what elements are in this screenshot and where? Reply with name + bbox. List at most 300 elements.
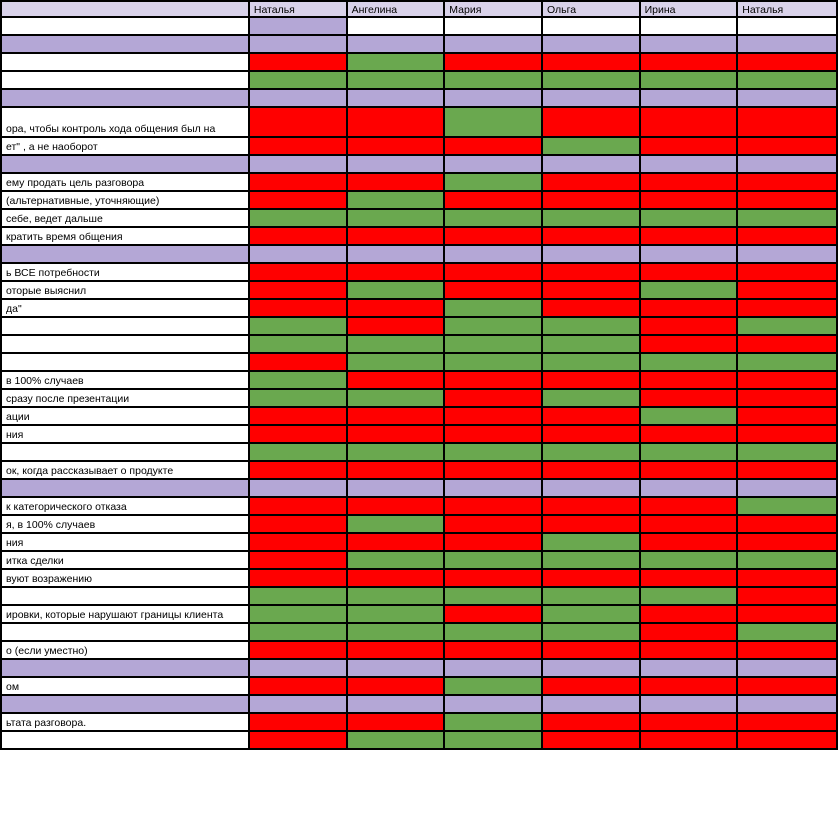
column-header[interactable]: Ирина: [640, 1, 738, 17]
criterion-label[interactable]: [1, 353, 249, 371]
score-cell-purple[interactable]: [737, 89, 837, 107]
score-cell-red[interactable]: [444, 263, 542, 281]
criterion-label[interactable]: да": [1, 299, 249, 317]
score-cell-green[interactable]: [444, 173, 542, 191]
score-cell-red[interactable]: [542, 53, 640, 71]
score-cell-green[interactable]: [347, 623, 445, 641]
score-cell-red[interactable]: [444, 137, 542, 155]
score-cell-red[interactable]: [444, 497, 542, 515]
criterion-row: [1, 695, 837, 713]
score-cell-green[interactable]: [640, 281, 738, 299]
score-cell-green[interactable]: [444, 443, 542, 461]
score-cell-purple[interactable]: [347, 659, 445, 677]
score-cell-red[interactable]: [737, 335, 837, 353]
score-cell-red[interactable]: [444, 641, 542, 659]
score-cell-red[interactable]: [542, 263, 640, 281]
score-cell-red[interactable]: [737, 569, 837, 587]
criterion-row: [1, 461, 837, 479]
section-header-cell[interactable]: [1, 479, 249, 497]
score-cell-red[interactable]: [640, 605, 738, 623]
score-cell-red[interactable]: [249, 551, 347, 569]
score-cell-green[interactable]: [542, 317, 640, 335]
score-cell-green[interactable]: [444, 731, 542, 749]
score-cell-green[interactable]: [640, 587, 738, 605]
score-cell-green[interactable]: [347, 605, 445, 623]
score-cell-green[interactable]: [249, 335, 347, 353]
score-cell-green[interactable]: [249, 623, 347, 641]
criterion-label[interactable]: к категорического отказа: [1, 497, 249, 515]
score-cell-white[interactable]: [444, 17, 542, 35]
score-cell-red[interactable]: [347, 641, 445, 659]
score-cell-red[interactable]: [249, 569, 347, 587]
score-cell-green[interactable]: [542, 443, 640, 461]
score-cell-red[interactable]: [737, 425, 837, 443]
score-cell-red[interactable]: [640, 641, 738, 659]
score-cell-red[interactable]: [444, 569, 542, 587]
score-cell-purple[interactable]: [737, 479, 837, 497]
score-cell-red[interactable]: [444, 227, 542, 245]
score-cell-red[interactable]: [347, 227, 445, 245]
score-cell-red[interactable]: [347, 137, 445, 155]
score-cell-red[interactable]: [444, 515, 542, 533]
score-cell-red[interactable]: [737, 533, 837, 551]
criterion-label[interactable]: [1, 443, 249, 461]
score-cell-red[interactable]: [542, 641, 640, 659]
criterion-label[interactable]: [1, 317, 249, 335]
criterion-label[interactable]: оторые выяснил: [1, 281, 249, 299]
score-cell-purple[interactable]: [444, 35, 542, 53]
criterion-label[interactable]: [1, 17, 249, 35]
score-cell-green[interactable]: [542, 605, 640, 623]
score-cell-green[interactable]: [347, 53, 445, 71]
score-cell-red[interactable]: [737, 605, 837, 623]
criterion-label[interactable]: [1, 731, 249, 749]
score-cell-red[interactable]: [444, 461, 542, 479]
score-cell-green[interactable]: [542, 389, 640, 407]
score-cell-purple[interactable]: [347, 479, 445, 497]
score-cell-green[interactable]: [444, 335, 542, 353]
section-header-cell[interactable]: [1, 35, 249, 53]
score-cell-green[interactable]: [737, 623, 837, 641]
score-cell-green[interactable]: [444, 317, 542, 335]
score-cell-red[interactable]: [640, 389, 738, 407]
score-cell-green[interactable]: [249, 443, 347, 461]
section-header-cell[interactable]: [1, 659, 249, 677]
score-cell-green[interactable]: [347, 443, 445, 461]
column-header[interactable]: Наталья: [249, 1, 347, 17]
score-cell-red[interactable]: [542, 407, 640, 425]
score-cell-red[interactable]: [542, 281, 640, 299]
criterion-label[interactable]: ации: [1, 407, 249, 425]
criterion-label[interactable]: ь ВСЕ потребности: [1, 263, 249, 281]
score-cell-purple[interactable]: [737, 245, 837, 263]
score-cell-red[interactable]: [444, 281, 542, 299]
criterion-label[interactable]: я, в 100% случаев: [1, 515, 249, 533]
score-cell-red[interactable]: [542, 107, 640, 137]
score-cell-green[interactable]: [249, 371, 347, 389]
section-header-cell[interactable]: [1, 155, 249, 173]
score-cell-green[interactable]: [542, 137, 640, 155]
criterion-label[interactable]: [1, 53, 249, 71]
score-cell-green[interactable]: [542, 551, 640, 569]
score-cell-red[interactable]: [737, 641, 837, 659]
score-cell-red[interactable]: [737, 107, 837, 137]
score-cell-red[interactable]: [737, 461, 837, 479]
score-cell-purple[interactable]: [249, 17, 347, 35]
criterion-row: [1, 53, 837, 71]
score-cell-red[interactable]: [640, 137, 738, 155]
score-cell-green[interactable]: [737, 71, 837, 89]
score-cell-green[interactable]: [347, 335, 445, 353]
score-cell-green[interactable]: [347, 353, 445, 371]
score-cell-red[interactable]: [347, 677, 445, 695]
score-cell-green[interactable]: [737, 443, 837, 461]
score-cell-purple[interactable]: [542, 35, 640, 53]
score-cell-red[interactable]: [249, 107, 347, 137]
score-cell-white[interactable]: [542, 17, 640, 35]
score-cell-white[interactable]: [737, 17, 837, 35]
header-corner[interactable]: [1, 1, 249, 17]
score-cell-green[interactable]: [444, 353, 542, 371]
score-cell-green[interactable]: [444, 209, 542, 227]
criterion-label[interactable]: итка сделки: [1, 551, 249, 569]
section-header-cell[interactable]: [1, 245, 249, 263]
score-cell-red[interactable]: [542, 425, 640, 443]
score-cell-green[interactable]: [640, 71, 738, 89]
score-cell-red[interactable]: [444, 191, 542, 209]
score-cell-purple[interactable]: [737, 35, 837, 53]
score-cell-red[interactable]: [249, 191, 347, 209]
score-cell-red[interactable]: [640, 497, 738, 515]
score-cell-red[interactable]: [249, 425, 347, 443]
criterion-label[interactable]: [1, 623, 249, 641]
score-cell-purple[interactable]: [542, 695, 640, 713]
score-cell-red[interactable]: [444, 605, 542, 623]
score-cell-red[interactable]: [347, 569, 445, 587]
score-cell-red[interactable]: [640, 335, 738, 353]
score-cell-purple[interactable]: [542, 155, 640, 173]
score-cell-red[interactable]: [347, 173, 445, 191]
score-cell-red[interactable]: [640, 299, 738, 317]
score-cell-red[interactable]: [542, 227, 640, 245]
criterion-label[interactable]: сразу после презентации: [1, 389, 249, 407]
score-cell-red[interactable]: [542, 731, 640, 749]
score-cell-red[interactable]: [249, 497, 347, 515]
score-cell-red[interactable]: [249, 641, 347, 659]
score-cell-green[interactable]: [347, 389, 445, 407]
criterion-row: [1, 425, 837, 443]
criterion-label[interactable]: [1, 71, 249, 89]
score-cell-red[interactable]: [640, 191, 738, 209]
criterion-label[interactable]: о (если уместно): [1, 641, 249, 659]
score-cell-purple[interactable]: [737, 659, 837, 677]
criterion-label[interactable]: себе, ведет дальше: [1, 209, 249, 227]
score-cell-red[interactable]: [640, 263, 738, 281]
criterion-label[interactable]: [1, 335, 249, 353]
score-cell-purple[interactable]: [640, 695, 738, 713]
score-cell-purple[interactable]: [347, 245, 445, 263]
criterion-label[interactable]: вуют возражению: [1, 569, 249, 587]
score-cell-red[interactable]: [249, 461, 347, 479]
score-cell-green[interactable]: [444, 107, 542, 137]
score-cell-red[interactable]: [249, 353, 347, 371]
criterion-row: [1, 353, 837, 371]
score-cell-green[interactable]: [737, 317, 837, 335]
score-cell-purple[interactable]: [444, 245, 542, 263]
score-cell-green[interactable]: [737, 497, 837, 515]
score-cell-red[interactable]: [640, 107, 738, 137]
score-cell-green[interactable]: [444, 587, 542, 605]
score-cell-red[interactable]: [347, 107, 445, 137]
score-cell-green[interactable]: [249, 605, 347, 623]
criterion-label[interactable]: ему продать цель разговора: [1, 173, 249, 191]
score-cell-green[interactable]: [640, 407, 738, 425]
score-cell-green[interactable]: [640, 353, 738, 371]
score-cell-purple[interactable]: [249, 89, 347, 107]
score-cell-purple[interactable]: [249, 245, 347, 263]
score-cell-purple[interactable]: [542, 479, 640, 497]
score-cell-purple[interactable]: [444, 479, 542, 497]
score-cell-green[interactable]: [347, 515, 445, 533]
score-cell-purple[interactable]: [249, 35, 347, 53]
score-cell-purple[interactable]: [347, 155, 445, 173]
criterion-label[interactable]: ировки, которые нарушают границы клиента: [1, 605, 249, 623]
score-cell-green[interactable]: [542, 335, 640, 353]
score-cell-red[interactable]: [737, 227, 837, 245]
score-cell-green[interactable]: [640, 551, 738, 569]
score-cell-purple[interactable]: [542, 245, 640, 263]
score-cell-red[interactable]: [737, 407, 837, 425]
score-cell-red[interactable]: [249, 713, 347, 731]
column-header[interactable]: Наталья: [737, 1, 837, 17]
criterion-row: [1, 551, 837, 569]
score-cell-red[interactable]: [444, 533, 542, 551]
score-cell-red[interactable]: [640, 623, 738, 641]
score-cell-green[interactable]: [640, 443, 738, 461]
score-cell-red[interactable]: [444, 425, 542, 443]
score-cell-red[interactable]: [737, 731, 837, 749]
score-cell-purple[interactable]: [249, 659, 347, 677]
score-cell-purple[interactable]: [347, 695, 445, 713]
score-cell-red[interactable]: [640, 461, 738, 479]
column-header[interactable]: Мария: [444, 1, 542, 17]
score-cell-red[interactable]: [737, 173, 837, 191]
score-cell-red[interactable]: [640, 53, 738, 71]
score-cell-red[interactable]: [737, 299, 837, 317]
score-cell-red[interactable]: [542, 299, 640, 317]
score-cell-red[interactable]: [444, 53, 542, 71]
score-cell-green[interactable]: [347, 587, 445, 605]
criterion-label[interactable]: ьтата разговора.: [1, 713, 249, 731]
score-cell-purple[interactable]: [640, 659, 738, 677]
score-cell-red[interactable]: [640, 677, 738, 695]
score-cell-red[interactable]: [737, 389, 837, 407]
score-cell-red[interactable]: [640, 317, 738, 335]
score-cell-red[interactable]: [737, 53, 837, 71]
score-cell-green[interactable]: [444, 71, 542, 89]
score-cell-red[interactable]: [542, 371, 640, 389]
criterion-row: [1, 623, 837, 641]
score-cell-red[interactable]: [347, 425, 445, 443]
score-cell-red[interactable]: [640, 731, 738, 749]
score-cell-purple[interactable]: [347, 35, 445, 53]
criterion-label[interactable]: [1, 587, 249, 605]
criterion-label[interactable]: кратить время общения: [1, 227, 249, 245]
score-cell-red[interactable]: [640, 533, 738, 551]
score-cell-red[interactable]: [737, 281, 837, 299]
score-cell-green[interactable]: [737, 551, 837, 569]
score-cell-green[interactable]: [347, 551, 445, 569]
score-cell-red[interactable]: [347, 461, 445, 479]
score-cell-green[interactable]: [347, 281, 445, 299]
score-cell-red[interactable]: [347, 713, 445, 731]
column-header[interactable]: Ангелина: [347, 1, 445, 17]
score-cell-purple[interactable]: [249, 479, 347, 497]
score-cell-purple[interactable]: [444, 89, 542, 107]
score-cell-red[interactable]: [444, 389, 542, 407]
score-cell-red[interactable]: [347, 317, 445, 335]
score-cell-red[interactable]: [737, 263, 837, 281]
score-cell-red[interactable]: [542, 461, 640, 479]
criterion-label[interactable]: ок, когда рассказывает о продукте: [1, 461, 249, 479]
score-cell-purple[interactable]: [640, 479, 738, 497]
score-cell-red[interactable]: [640, 173, 738, 191]
score-cell-red[interactable]: [737, 587, 837, 605]
score-cell-red[interactable]: [347, 533, 445, 551]
score-cell-red[interactable]: [737, 515, 837, 533]
score-cell-red[interactable]: [249, 299, 347, 317]
score-cell-green[interactable]: [737, 353, 837, 371]
score-cell-green[interactable]: [444, 713, 542, 731]
score-cell-red[interactable]: [542, 677, 640, 695]
score-cell-purple[interactable]: [249, 695, 347, 713]
score-cell-red[interactable]: [640, 515, 738, 533]
score-cell-green[interactable]: [542, 587, 640, 605]
score-cell-red[interactable]: [542, 173, 640, 191]
score-cell-red[interactable]: [249, 407, 347, 425]
score-cell-purple[interactable]: [444, 155, 542, 173]
score-cell-red[interactable]: [249, 677, 347, 695]
criterion-label[interactable]: ния: [1, 533, 249, 551]
score-cell-green[interactable]: [249, 317, 347, 335]
score-cell-red[interactable]: [737, 137, 837, 155]
score-cell-green[interactable]: [347, 731, 445, 749]
score-cell-purple[interactable]: [444, 659, 542, 677]
score-cell-green[interactable]: [444, 677, 542, 695]
score-cell-purple[interactable]: [249, 155, 347, 173]
criterion-label[interactable]: ния: [1, 425, 249, 443]
score-cell-red[interactable]: [640, 425, 738, 443]
score-cell-red[interactable]: [249, 533, 347, 551]
section-header-cell[interactable]: [1, 695, 249, 713]
criterion-label[interactable]: ом: [1, 677, 249, 695]
column-header[interactable]: Ольга: [542, 1, 640, 17]
criterion-row: [1, 713, 837, 731]
score-cell-green[interactable]: [249, 209, 347, 227]
score-cell-red[interactable]: [542, 191, 640, 209]
score-cell-red[interactable]: [347, 497, 445, 515]
score-cell-green[interactable]: [542, 209, 640, 227]
score-cell-purple[interactable]: [640, 35, 738, 53]
score-cell-white[interactable]: [640, 17, 738, 35]
score-cell-green[interactable]: [542, 533, 640, 551]
score-cell-green[interactable]: [737, 209, 837, 227]
score-cell-white[interactable]: [347, 17, 445, 35]
score-cell-red[interactable]: [249, 53, 347, 71]
score-cell-red[interactable]: [249, 515, 347, 533]
score-cell-green[interactable]: [444, 623, 542, 641]
score-cell-red[interactable]: [249, 263, 347, 281]
score-cell-purple[interactable]: [737, 155, 837, 173]
score-cell-green[interactable]: [444, 299, 542, 317]
score-cell-red[interactable]: [737, 191, 837, 209]
score-cell-green[interactable]: [640, 209, 738, 227]
criterion-row: [1, 371, 837, 389]
score-cell-red[interactable]: [249, 137, 347, 155]
score-cell-purple[interactable]: [737, 695, 837, 713]
score-cell-red[interactable]: [347, 371, 445, 389]
score-cell-green[interactable]: [542, 353, 640, 371]
criterion-row: [1, 641, 837, 659]
score-cell-purple[interactable]: [542, 89, 640, 107]
score-cell-red[interactable]: [542, 569, 640, 587]
score-cell-red[interactable]: [249, 173, 347, 191]
criterion-label[interactable]: в 100% случаев: [1, 371, 249, 389]
score-cell-red[interactable]: [347, 299, 445, 317]
score-cell-green[interactable]: [347, 209, 445, 227]
score-cell-red[interactable]: [640, 371, 738, 389]
score-cell-red[interactable]: [640, 569, 738, 587]
section-header-cell[interactable]: [1, 89, 249, 107]
score-cell-red[interactable]: [249, 227, 347, 245]
score-cell-purple[interactable]: [444, 695, 542, 713]
score-cell-green[interactable]: [347, 191, 445, 209]
score-cell-green[interactable]: [347, 71, 445, 89]
score-cell-red[interactable]: [444, 371, 542, 389]
score-cell-red[interactable]: [249, 731, 347, 749]
score-cell-red[interactable]: [640, 227, 738, 245]
score-cell-red[interactable]: [249, 281, 347, 299]
score-cell-green[interactable]: [249, 389, 347, 407]
score-cell-purple[interactable]: [347, 89, 445, 107]
score-cell-red[interactable]: [444, 407, 542, 425]
score-cell-red[interactable]: [347, 407, 445, 425]
score-cell-purple[interactable]: [542, 659, 640, 677]
score-cell-red[interactable]: [640, 713, 738, 731]
score-cell-red[interactable]: [737, 677, 837, 695]
score-cell-red[interactable]: [737, 371, 837, 389]
criterion-label[interactable]: ет" , а не наоборот: [1, 137, 249, 155]
criterion-row: [1, 479, 837, 497]
score-cell-green[interactable]: [542, 623, 640, 641]
score-cell-purple[interactable]: [640, 155, 738, 173]
score-cell-green[interactable]: [444, 551, 542, 569]
criterion-row: [1, 443, 837, 461]
score-cell-red[interactable]: [347, 263, 445, 281]
score-cell-green[interactable]: [249, 71, 347, 89]
score-cell-green[interactable]: [249, 587, 347, 605]
criterion-row: [1, 71, 837, 89]
criterion-label[interactable]: (альтернативные, уточняющие): [1, 191, 249, 209]
score-cell-green[interactable]: [542, 71, 640, 89]
score-cell-purple[interactable]: [640, 245, 738, 263]
criterion-label[interactable]: ора, чтобы контроль хода общения был на: [1, 107, 249, 137]
score-cell-purple[interactable]: [640, 89, 738, 107]
score-cell-red[interactable]: [542, 497, 640, 515]
score-cell-red[interactable]: [542, 713, 640, 731]
score-cell-red[interactable]: [737, 713, 837, 731]
score-cell-red[interactable]: [542, 515, 640, 533]
